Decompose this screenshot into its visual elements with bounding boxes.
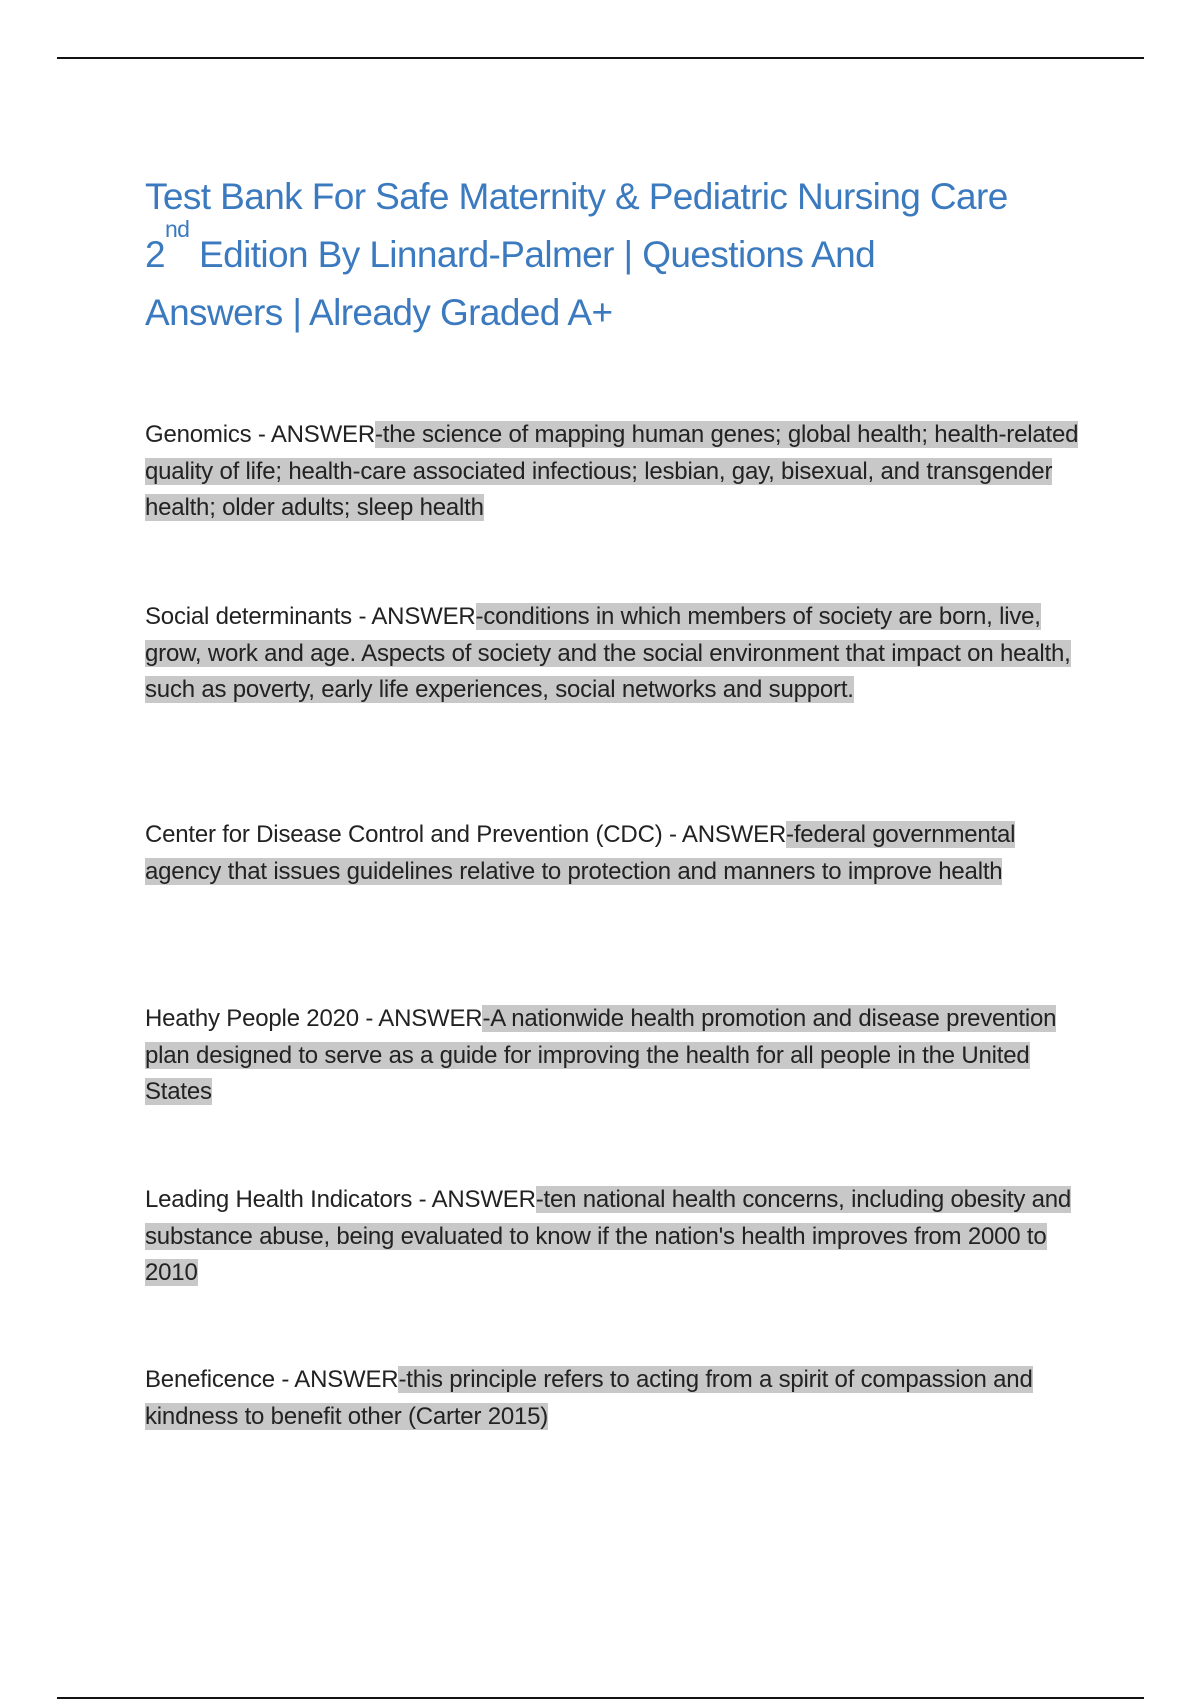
header-rule — [57, 57, 1144, 59]
qa-entry-leading-health-indicators — [145, 1182, 1095, 1292]
qa-term: Heathy People 2020 - ANSWER — [145, 1005, 483, 1032]
title-edition-number: 2 — [145, 234, 165, 275]
qa-entry-social-determinants — [145, 599, 1095, 709]
qa-answer-highlighted: -A nationwide health promotion and disease prevention plan designed to serve as a guide for improving the health for all people in the United States — [145, 1005, 1057, 1105]
qa-answer-highlighted: -ten national health concerns, including obesity and substance abuse, being evaluated to know if the nation's health improves from 2000 to 2010 — [145, 1186, 1072, 1286]
qa-answer-highlighted: -the science of mapping human genes; global health; health-related quality of life; health-care associated infectious; lesbian, gay, bisexual, and transgender health; older adults; sleep health — [145, 421, 1079, 521]
title-edition-superscript: nd — [164, 216, 190, 242]
qa-term: Genomics - ANSWER — [145, 421, 375, 448]
qa-answer-highlighted: -conditions in which members of society are born, live, grow, work and age. Aspects of society and the social environment that impact on health, such as poverty, early life experiences, social networks and support. — [145, 603, 1071, 703]
footer-rule — [57, 1697, 1144, 1699]
title-line-3: Answers | Already Graded A+ — [145, 292, 613, 333]
qa-term: Social determinants - ANSWER — [145, 603, 476, 630]
title-line-2 — [145, 216, 1105, 284]
document-title — [145, 168, 1105, 342]
qa-answer-highlighted: -this principle refers to acting from a spirit of compassion and kindness to benefit other (Carter 2015) — [145, 1366, 1033, 1430]
qa-term: Center for Disease Control and Prevention (CDC) - ANSWER — [145, 821, 787, 848]
title-line-1: Test Bank For Safe Maternity & Pediatric Nursing Care — [145, 176, 1008, 217]
qa-answer-highlighted: -federal governmental agency that issues guidelines relative to protection and manners to improve health — [145, 821, 1016, 885]
qa-term: Leading Health Indicators - ANSWER — [145, 1186, 536, 1213]
qa-entry-healthy-people-2020 — [145, 1001, 1095, 1111]
qa-entry-beneficence — [145, 1362, 1095, 1435]
qa-term: Beneficence - ANSWER — [145, 1366, 399, 1393]
qa-entry-cdc — [145, 817, 1095, 890]
title-edition-rest: Edition By Linnard-Palmer | Questions And — [189, 234, 876, 275]
qa-entry-genomics — [145, 417, 1095, 527]
